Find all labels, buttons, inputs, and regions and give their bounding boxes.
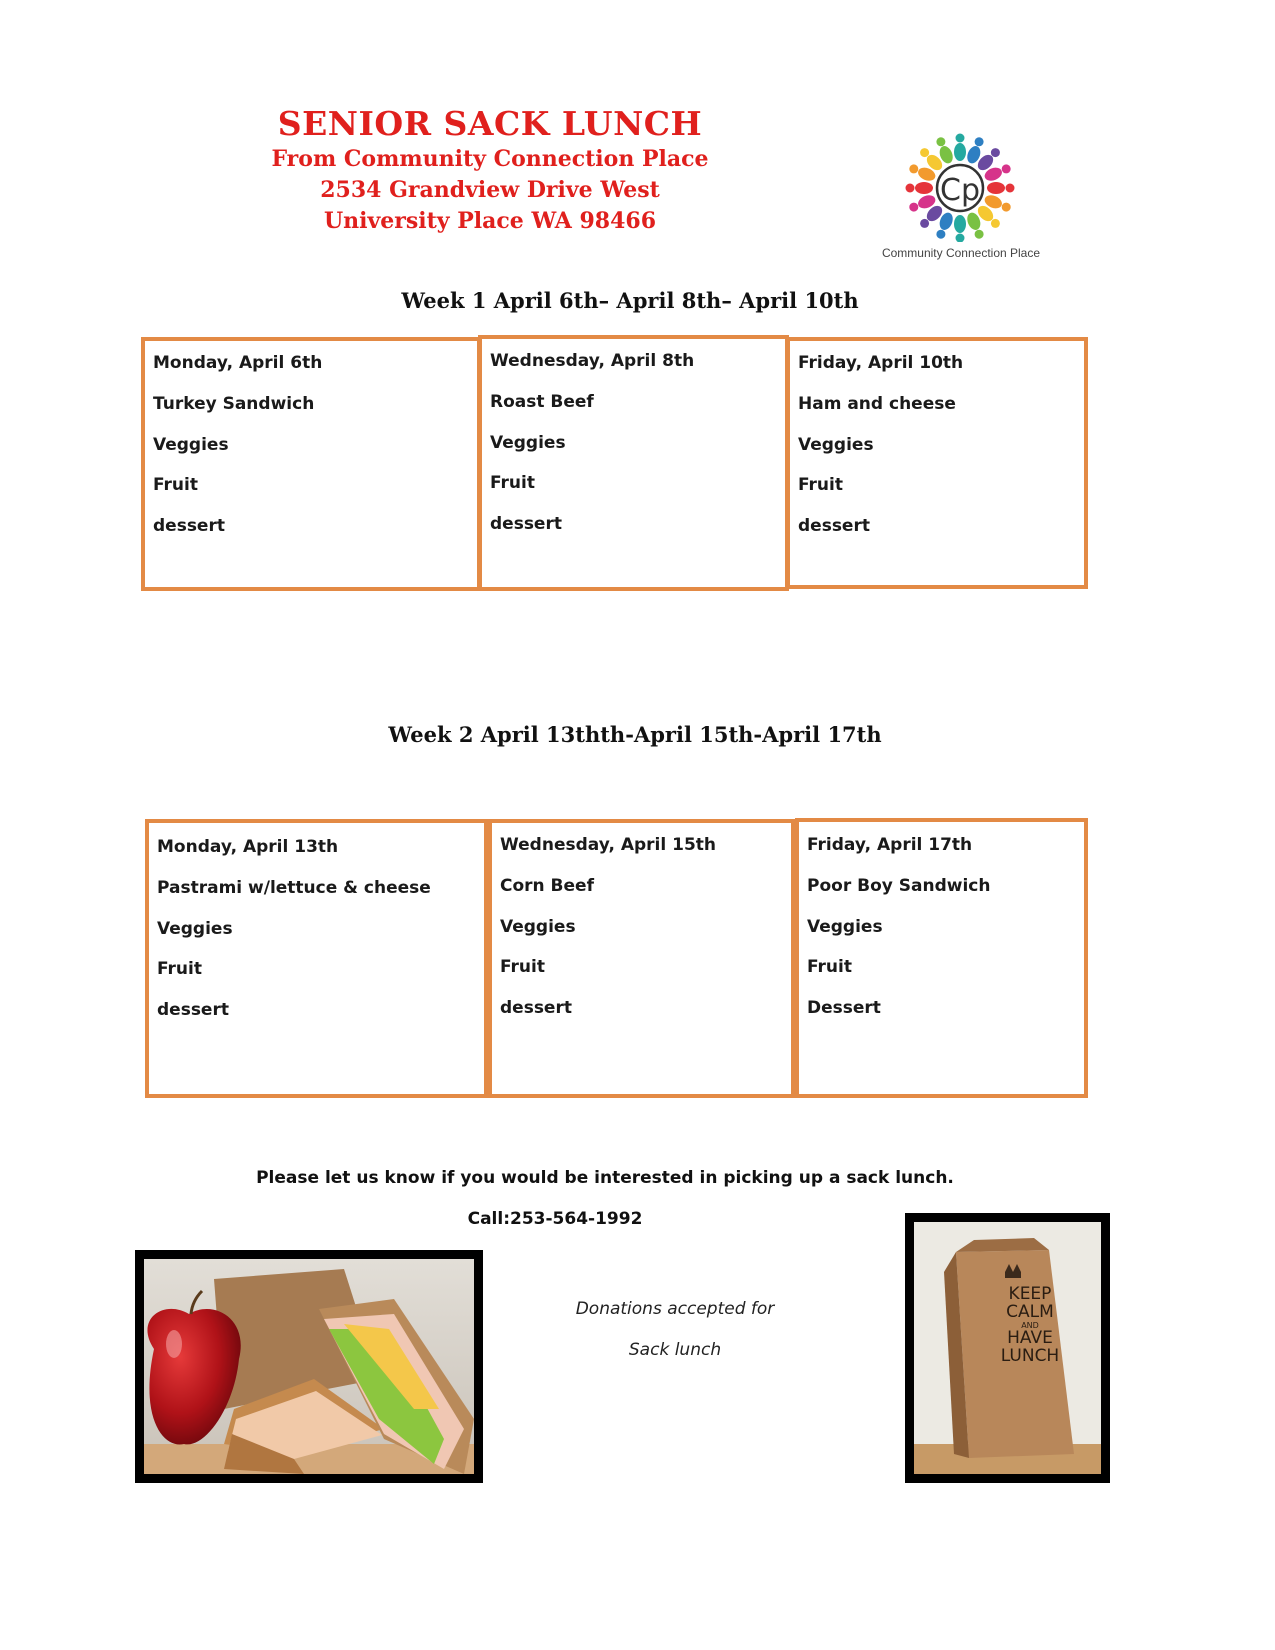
menu-item: Fruit <box>807 957 852 977</box>
logo-figure-head <box>909 164 918 173</box>
bag-text-line: LUNCH <box>1000 1345 1060 1366</box>
logo-caption: Community Connection Place <box>881 246 1041 260</box>
logo-figure-head <box>975 230 984 239</box>
menu-item: dessert <box>157 1000 229 1020</box>
donations-text-2: Sack lunch <box>628 1340 722 1360</box>
menu-item: Pastrami w/lettuce & cheese <box>157 878 431 898</box>
menu-day: Friday, April 17th <box>807 835 973 855</box>
menu-item: Veggies <box>490 433 566 453</box>
menu-item: Veggies <box>500 917 576 937</box>
menu-item: Turkey Sandwich <box>153 394 315 414</box>
menu-item: Veggies <box>807 917 883 937</box>
menu-item: Veggies <box>153 435 229 455</box>
logo-figure-body <box>954 215 966 233</box>
city-address: University Place WA 98466 <box>323 208 657 234</box>
menu-item: Dessert <box>807 998 881 1018</box>
phone-number: Call:253-564-1992 <box>467 1209 643 1229</box>
menu-item: dessert <box>490 514 562 534</box>
logo-figure-head <box>991 219 1000 228</box>
menu-item: dessert <box>153 516 225 536</box>
menu-item: dessert <box>500 998 572 1018</box>
community-connection-logo <box>880 130 1040 270</box>
organization-name: From Community Connection Place <box>271 146 709 172</box>
menu-item: Fruit <box>500 957 545 977</box>
logo-initials: Cp <box>940 173 980 208</box>
menu-item: Ham and cheese <box>798 394 956 414</box>
menu-day: Monday, April 13th <box>157 837 339 857</box>
logo-figure-head <box>936 137 945 146</box>
menu-item: Fruit <box>798 475 843 495</box>
logo-ring-icon <box>880 130 1040 242</box>
menu-day: Friday, April 10th <box>798 353 964 373</box>
week1-heading: Week 1 April 6th– April 8th– April 10th <box>401 288 859 313</box>
bag-text-line: KEEP <box>1008 1284 1052 1304</box>
week2-monday-menu <box>145 819 488 1098</box>
logo-figure-head <box>1002 203 1011 212</box>
week1-friday-menu <box>786 337 1088 589</box>
week2-wednesday-menu <box>488 819 795 1098</box>
menu-item: Fruit <box>490 473 535 493</box>
logo-figure-head <box>975 137 984 146</box>
menu-day: Monday, April 6th <box>153 353 323 373</box>
pickup-notice: Please let us know if you would be interested in picking up a sack lunch. <box>256 1168 954 1188</box>
menu-item: Veggies <box>798 435 874 455</box>
logo-figure-head <box>936 230 945 239</box>
logo-figure-head <box>1002 164 1011 173</box>
logo-figure-head <box>920 219 929 228</box>
week1-wednesday-menu <box>478 335 789 591</box>
bag-text-line: AND <box>1021 1320 1039 1330</box>
logo-figure-body <box>915 182 933 194</box>
week2-heading: Week 2 April 13thth-April 15th-April 17th <box>388 722 882 747</box>
sandwich-apple-photo <box>135 1250 483 1483</box>
menu-item: Poor Boy Sandwich <box>807 876 991 896</box>
bag-text-line: HAVE <box>1007 1328 1053 1349</box>
logo-figure-head <box>991 148 1000 157</box>
menu-day: Wednesday, April 15th <box>500 835 717 855</box>
logo-figure-head <box>906 184 915 193</box>
street-address: 2534 Grandview Drive West <box>320 177 660 203</box>
menu-item: Fruit <box>153 475 198 495</box>
menu-item: dessert <box>798 516 870 536</box>
week2-friday-menu <box>795 818 1088 1098</box>
logo-figure-body <box>954 143 966 161</box>
page-title: SENIOR SACK LUNCH <box>277 104 703 143</box>
logo-figure-head <box>909 203 918 212</box>
menu-item: Veggies <box>157 919 233 939</box>
menu-item: Fruit <box>157 959 202 979</box>
bag-text-line: CALM <box>1006 1301 1054 1322</box>
menu-item: Corn Beef <box>500 876 594 896</box>
logo-figure-body <box>987 182 1005 194</box>
week1-monday-menu <box>141 337 481 591</box>
menu-day: Wednesday, April 8th <box>490 351 695 371</box>
paper-bag-photo <box>905 1213 1110 1483</box>
logo-figure-head <box>920 148 929 157</box>
bag-slogan <box>982 1286 1078 1366</box>
logo-figure-head <box>956 134 965 143</box>
donations-text: Donations accepted for <box>575 1299 775 1319</box>
logo-figure-head <box>956 234 965 243</box>
logo-figure-head <box>1006 184 1015 193</box>
menu-item: Roast Beef <box>490 392 594 412</box>
